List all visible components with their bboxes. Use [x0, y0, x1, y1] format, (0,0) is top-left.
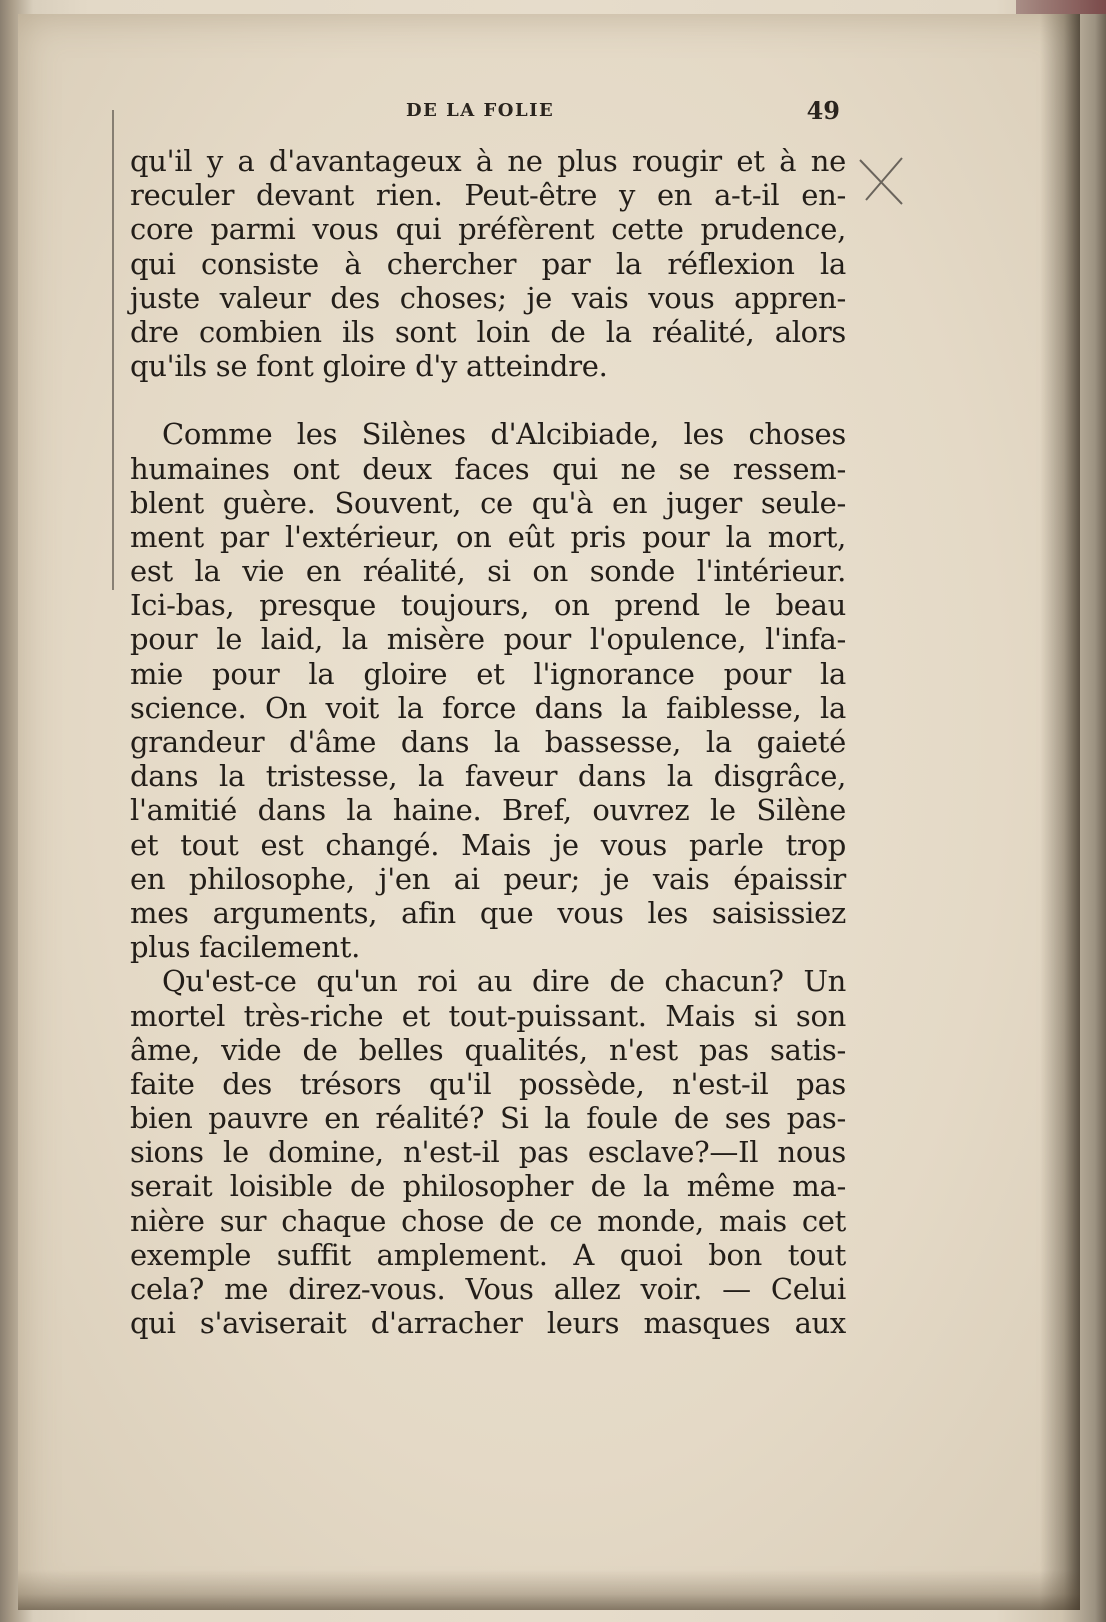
text-line: Ici-bas, presque toujours, on prend le beau: [130, 588, 846, 623]
text-line: bien pauvre en réalité? Si la foule de ses pas-: [130, 1101, 846, 1136]
text-line: science. On voit la force dans la faiblesse, la: [130, 690, 846, 725]
text-line: âme, vide de belles qualités, n'est pas satis-: [130, 1032, 846, 1067]
text-line: cela? me direz-vous. Vous allez voir. — Celui: [130, 1272, 846, 1306]
text-line: juste valeur des choses; je vais vous appren-: [130, 280, 846, 315]
text-line: qu'ils se font gloire d'y atteindre.: [130, 349, 608, 384]
text-line: exemple suffit amplement. A quoi bon tout: [130, 1237, 846, 1272]
text-line: pour le laid, la misère pour l'opulence, l'infa-: [130, 622, 846, 657]
text-line: en philosophe, j'en ai peur; je vais épaissir: [130, 861, 846, 896]
text-line: nière sur chaque chose de ce monde, mais cet: [130, 1203, 846, 1238]
text-line: qu'il y a d'avantageux à ne plus rougir et à ne: [130, 144, 846, 178]
margin-pencil-line: [112, 110, 114, 590]
spine-shadow: [1040, 14, 1080, 1610]
text-line: l'amitié dans la haine. Bref, ouvrez le Silène: [130, 793, 846, 828]
text-line: qui s'aviserait d'arracher leurs masques aux: [130, 1306, 846, 1341]
text-line: core parmi vous qui préfèrent cette prudence,: [130, 212, 846, 247]
text-line: mes arguments, afin que vous les saisissiez: [130, 895, 846, 930]
text-line: est la vie en réalité, si on sonde l'intérieur.: [130, 554, 846, 589]
text-line: dans la tristesse, la faveur dans la disgrâce,: [130, 759, 846, 794]
page-number: 49: [806, 96, 840, 125]
text-line: reculer devant rien. Peut-être y en a-t-il en-: [130, 178, 846, 213]
text-line: blent guère. Souvent, ce qu'à en juger seule-: [130, 485, 846, 520]
text-line: faite des trésors qu'il possède, n'est-il pas: [130, 1066, 846, 1101]
text-line: dre combien ils sont loin de la réalité, alors: [130, 314, 846, 349]
running-head: [380, 96, 840, 132]
text-line: mortel très-riche et tout-puissant. Mais si son: [130, 998, 846, 1033]
text-line: mie pour la gloire et l'ignorance pour la: [130, 656, 846, 691]
text-line: et tout est changé. Mais je vous parle trop: [130, 827, 846, 862]
text-line: plus facilement.: [130, 930, 361, 965]
paragraph-gap: [130, 383, 846, 417]
text-line: grandeur d'âme dans la bassesse, la gaieté: [130, 725, 846, 759]
page-bottom-edge: [18, 1570, 1080, 1610]
text-line: sions le domine, n'est-il pas esclave?—Il nous: [130, 1135, 846, 1170]
running-title: DE LA FOLIE: [406, 100, 555, 121]
body-text: [130, 144, 846, 1340]
text-line: serait loisible de philosopher de la même ma-: [130, 1169, 846, 1204]
text-line: Comme les Silènes d'Alcibiade, les choses: [162, 417, 846, 452]
text-line: humaines ont deux faces qui ne se ressem-: [130, 451, 846, 486]
cover-edge: [1016, 0, 1106, 14]
text-line: qui consiste à chercher par la réflexion la: [130, 246, 846, 281]
text-line: ment par l'extérieur, on eût pris pour la mort,: [130, 519, 846, 554]
text-line: Qu'est-ce qu'un roi au dire de chacun? Un: [162, 964, 846, 999]
margin-cross-mark-icon: [852, 150, 912, 210]
